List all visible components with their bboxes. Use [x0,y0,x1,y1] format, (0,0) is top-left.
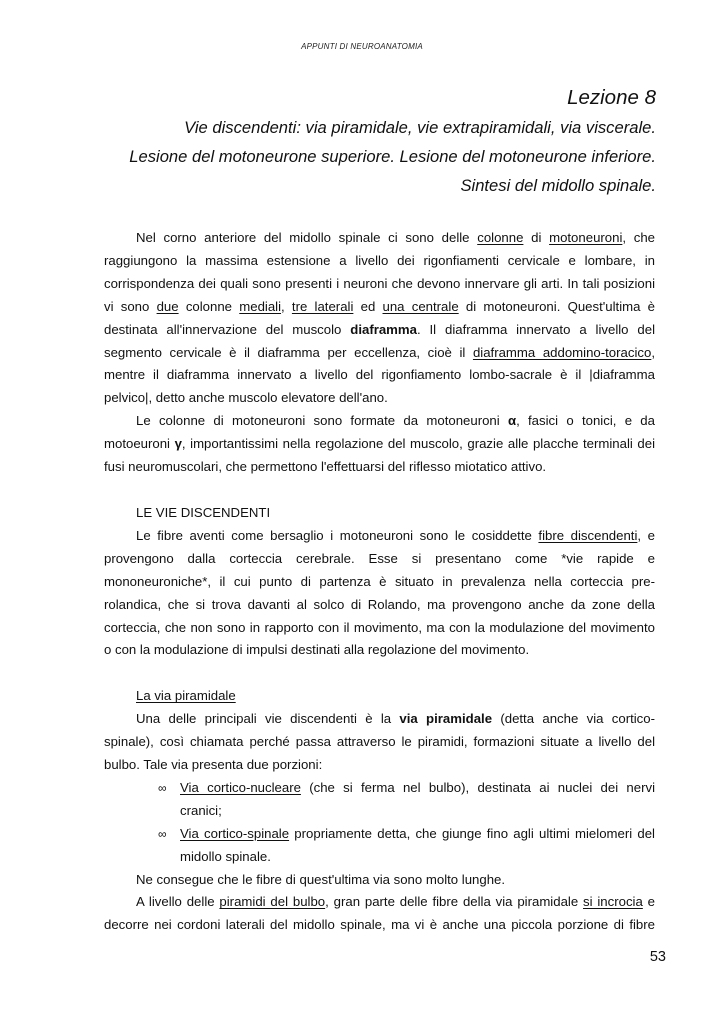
section-heading: LE VIE DISCENDENTI [136,504,271,520]
page-number: 53 [649,949,666,965]
text-line: Le fibre aventi come bersaglio i motoneuroni sono le cosiddette fibre discendenti, e [136,527,655,543]
text-line: pelvico|, detto anche muscolo elevatore dell'ano. [104,390,388,406]
text-line: Via cortico-nucleare (che si ferma nel bulbo), destinata ai nuclei dei nervi [180,779,656,795]
text-line: provengono dalla corteccia cerebrale. Esse si presentano come *vie rapide e [104,550,655,566]
text-line: corteccia, che non sono in rapporto con il movimento, ma con la modulazione del movimento [104,619,655,635]
body-text [104,227,655,937]
bullet-icon: ∞ [158,780,167,795]
lesson-subtitle-line: Lesione del motoneurone superiore. Lesione del motoneurone inferiore. [129,147,656,166]
text-line: mentre il diaframma innervato a livello del rigonfiamento lombo-sacrale è il |diaframma [104,367,655,383]
text-line: mononeuroniche*, il cui punto di partenza è situato in prevalenza nella corteccia pre- [104,573,655,589]
text-line: bulbo. Tale via presenta due porzioni: [104,757,323,773]
text-line: Una delle principali vie discendenti è la via piramidale (detta anche via cortico- [136,711,655,727]
text-line: rolandica, che si trova davanti al solco di Rolando, ma provengono anche da zone della [104,596,655,612]
text-line: midollo spinale. [180,848,271,864]
text-line: vi sono due colonne mediali, tre laterali ed una centrale di motoneuroni. Quest'ultima è [104,298,656,314]
list-item [104,777,655,823]
text-line: spinale), così chiamata perché passa attraverso le piramidi, formazioni situate a livello del [104,734,655,750]
text-line: cranici; [180,802,222,818]
running-header: APPUNTI DI NEUROANATOMIA [301,42,423,51]
text-line: fusi neuromuscolari, che permettono l'effettuarsi del riflesso miotatico attivo. [104,459,547,475]
list-item [104,823,655,869]
text-line: motoeuroni γ, importantissimi nella regolazione del muscolo, grazie alle placche terminali dei [104,436,656,452]
text-line: Ne consegue che le fibre di quest'ultima via sono molto lunghe. [136,871,506,887]
text-line: destinata all'innervazione del muscolo diaframma. Il diaframma innervato a livello del [104,321,655,337]
text-line: corrispondenza dei quali sono presenti i neuroni che devono innervare gli arti. In tali posizioni [104,275,655,291]
subsection-heading: La via piramidale [136,688,236,704]
text-line: o con la modulazione di impulsi destinati alla regolazione del movimento. [104,642,530,658]
bullet-icon: ∞ [158,826,167,841]
text-line: Le colonne di motoneuroni sono formate da motoneuroni α, fasici o tonici, e da [136,413,655,429]
text-line: decorre nei cordoni laterali del midollo spinale, ma vi è anche una piccola porzione di fibre [104,917,655,933]
text-line: Via cortico-spinale propriamente detta, che giunge fino agli ultimi mielomeri del [180,825,655,841]
text-line: Nel corno anteriore del midollo spinale ci sono delle colonne di motoneuroni, che [136,230,656,245]
text-line: raggiungono la massima estensione a livello dei rigonfiamenti cervicale e lombare, in [104,252,655,268]
lesson-title: Lezione 8 [567,86,656,109]
text-line: segmento cervicale è il diaframma per eccellenza, cioè il diaframma addomino-toracico, [104,344,655,360]
lesson-subtitle-line: Sintesi del midollo spinale. [460,176,656,195]
lesson-subtitle-line: Vie discendenti: via piramidale, vie extrapiramidali, via viscerale. [184,118,656,137]
text-line: A livello delle piramidi del bulbo, gran parte delle fibre della via piramidale si incrocia e [136,894,655,910]
